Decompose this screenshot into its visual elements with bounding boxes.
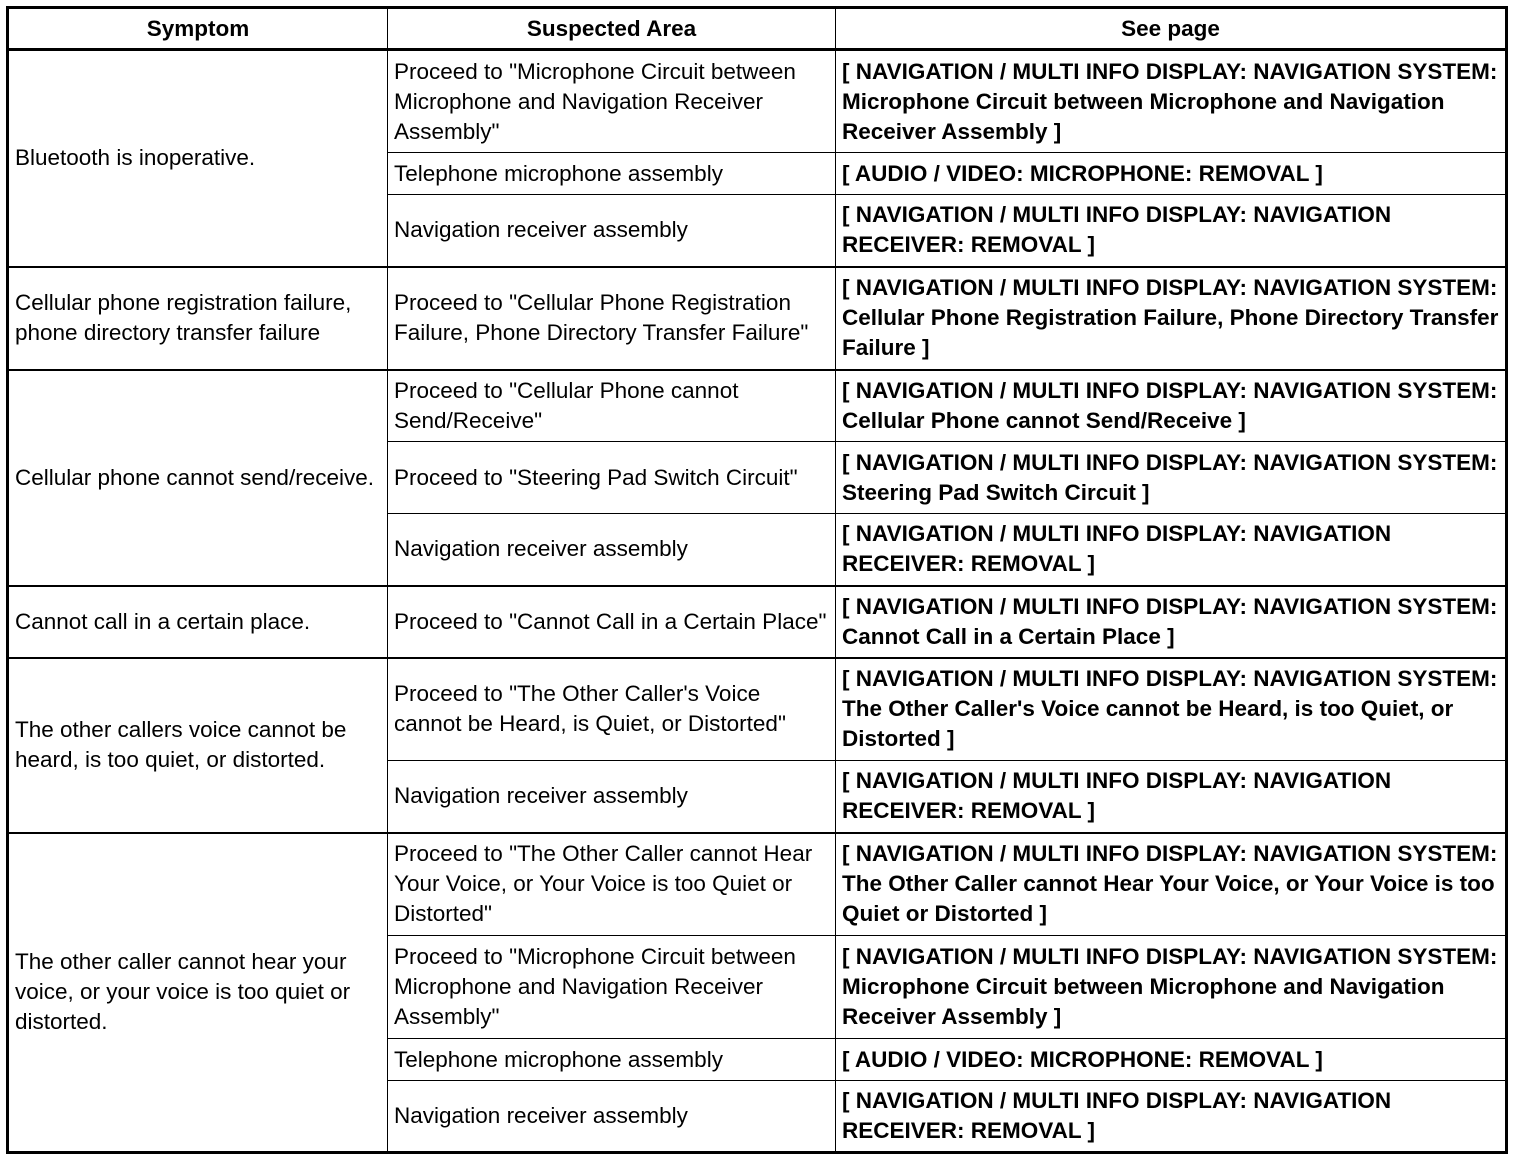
symptom-cell: The other caller cannot hear your voice, or your voice is too quiet or distorted. bbox=[8, 833, 388, 1153]
see-page-cell: [ NAVIGATION / MULTI INFO DISPLAY: NAVIGATION RECEIVER: REMOVAL ] bbox=[836, 195, 1507, 267]
see-page-cell: [ AUDIO / VIDEO: MICROPHONE: REMOVAL ] bbox=[836, 153, 1507, 195]
suspected-area-cell: Proceed to "The Other Caller's Voice cannot be Heard, is Quiet, or Distorted" bbox=[388, 658, 836, 761]
see-page-cell: [ NAVIGATION / MULTI INFO DISPLAY: NAVIGATION RECEIVER: REMOVAL ] bbox=[836, 514, 1507, 586]
header-see-page: See page bbox=[836, 8, 1507, 50]
header-row bbox=[8, 8, 1507, 50]
see-page-cell: [ NAVIGATION / MULTI INFO DISPLAY: NAVIGATION RECEIVER: REMOVAL ] bbox=[836, 761, 1507, 833]
see-page-cell: [ NAVIGATION / MULTI INFO DISPLAY: NAVIGATION SYSTEM: Cannot Call in a Certain Place ] bbox=[836, 586, 1507, 658]
see-page-cell: [ NAVIGATION / MULTI INFO DISPLAY: NAVIGATION SYSTEM: Steering Pad Switch Circuit ] bbox=[836, 442, 1507, 514]
see-page-cell: [ NAVIGATION / MULTI INFO DISPLAY: NAVIGATION SYSTEM: The Other Caller's Voice cannot be Heard, is too Quiet, or Distorted ] bbox=[836, 658, 1507, 761]
suspected-area-cell: Proceed to "Steering Pad Switch Circuit" bbox=[388, 442, 836, 514]
troubleshooting-table bbox=[6, 6, 1508, 1154]
see-page-cell: [ NAVIGATION / MULTI INFO DISPLAY: NAVIGATION SYSTEM: The Other Caller cannot Hear Your Voice, or Your Voice is too Quiet or Distorted ] bbox=[836, 833, 1507, 936]
see-page-cell: [ NAVIGATION / MULTI INFO DISPLAY: NAVIGATION SYSTEM: Cellular Phone cannot Send/Receive ] bbox=[836, 370, 1507, 442]
suspected-area-cell: Proceed to "Cellular Phone Registration Failure, Phone Directory Transfer Failure" bbox=[388, 267, 836, 370]
symptom-cell: Cellular phone registration failure, phone directory transfer failure bbox=[8, 267, 388, 370]
table-row bbox=[8, 267, 1507, 370]
suspected-area-cell: Navigation receiver assembly bbox=[388, 761, 836, 833]
see-page-cell: [ NAVIGATION / MULTI INFO DISPLAY: NAVIGATION RECEIVER: REMOVAL ] bbox=[836, 1081, 1507, 1153]
suspected-area-cell: Proceed to "Cannot Call in a Certain Place" bbox=[388, 586, 836, 658]
header-symptom: Symptom bbox=[8, 8, 388, 50]
see-page-cell: [ NAVIGATION / MULTI INFO DISPLAY: NAVIGATION SYSTEM: Microphone Circuit between Microphone and Navigation Receiver Assembly ] bbox=[836, 936, 1507, 1039]
symptom-cell: Cellular phone cannot send/receive. bbox=[8, 370, 388, 586]
header-suspected-area: Suspected Area bbox=[388, 8, 836, 50]
suspected-area-cell: Telephone microphone assembly bbox=[388, 1039, 836, 1081]
suspected-area-cell: Proceed to "The Other Caller cannot Hear Your Voice, or Your Voice is too Quiet or Distorted" bbox=[388, 833, 836, 936]
suspected-area-cell: Navigation receiver assembly bbox=[388, 1081, 836, 1153]
see-page-cell: [ NAVIGATION / MULTI INFO DISPLAY: NAVIGATION SYSTEM: Microphone Circuit between Microphone and Navigation Receiver Assembly ] bbox=[836, 50, 1507, 153]
suspected-area-cell: Navigation receiver assembly bbox=[388, 195, 836, 267]
see-page-cell: [ NAVIGATION / MULTI INFO DISPLAY: NAVIGATION SYSTEM: Cellular Phone Registration Failure, Phone Directory Transfer Failure ] bbox=[836, 267, 1507, 370]
table-row bbox=[8, 833, 1507, 936]
suspected-area-cell: Navigation receiver assembly bbox=[388, 514, 836, 586]
suspected-area-cell: Proceed to "Microphone Circuit between Microphone and Navigation Receiver Assembly" bbox=[388, 50, 836, 153]
table-row bbox=[8, 658, 1507, 761]
table-row bbox=[8, 50, 1507, 153]
symptom-cell: Bluetooth is inoperative. bbox=[8, 50, 388, 267]
table-row bbox=[8, 370, 1507, 442]
suspected-area-cell: Proceed to "Microphone Circuit between Microphone and Navigation Receiver Assembly" bbox=[388, 936, 836, 1039]
suspected-area-cell: Proceed to "Cellular Phone cannot Send/Receive" bbox=[388, 370, 836, 442]
see-page-cell: [ AUDIO / VIDEO: MICROPHONE: REMOVAL ] bbox=[836, 1039, 1507, 1081]
suspected-area-cell: Telephone microphone assembly bbox=[388, 153, 836, 195]
symptom-cell: The other callers voice cannot be heard, is too quiet, or distorted. bbox=[8, 658, 388, 833]
table-row bbox=[8, 586, 1507, 658]
symptom-cell: Cannot call in a certain place. bbox=[8, 586, 388, 658]
